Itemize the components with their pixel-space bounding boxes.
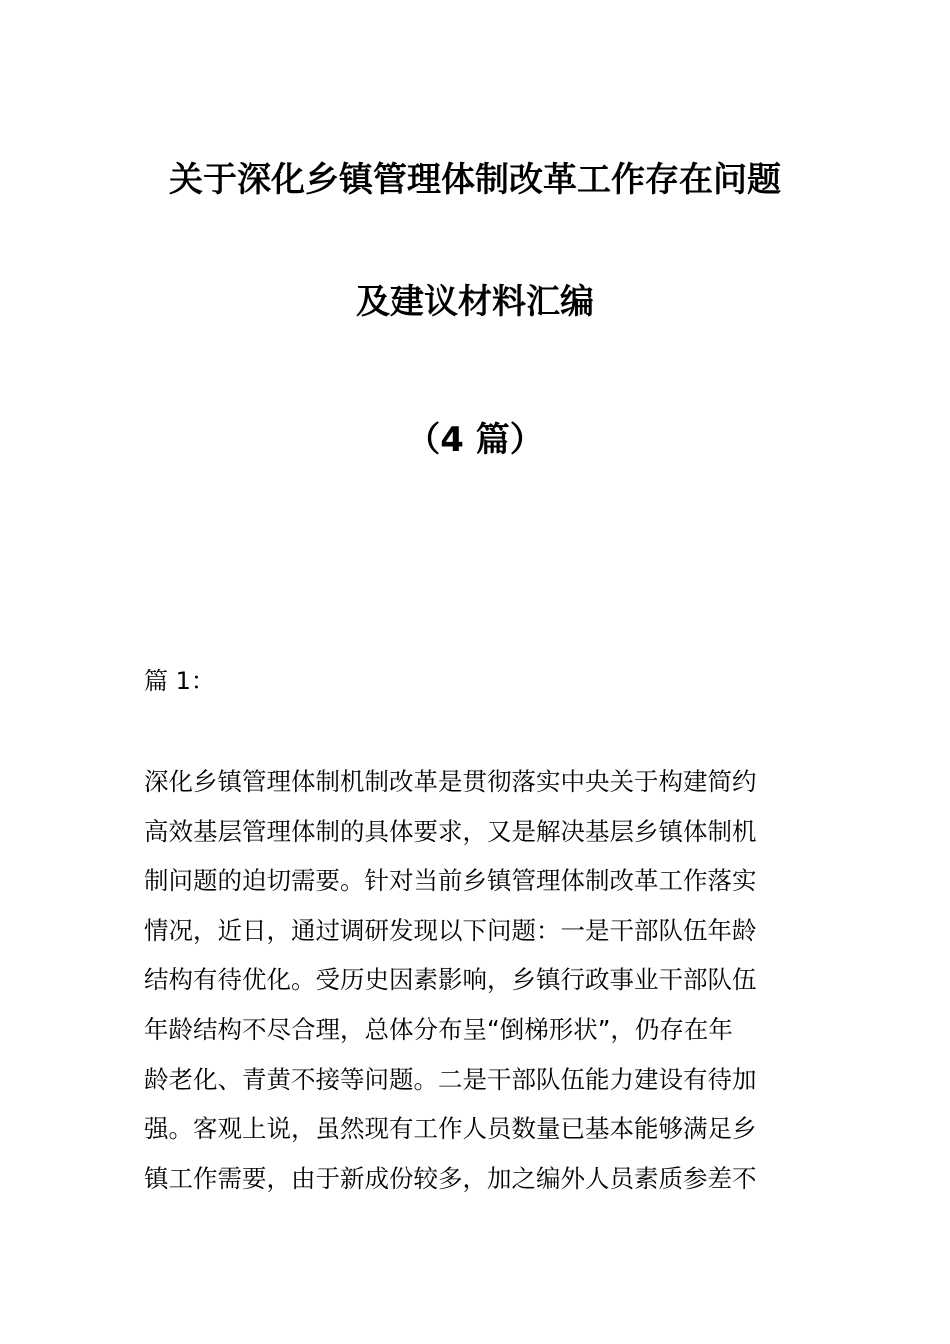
body-line-5: 结构有待优化。受历史因素影响，乡镇行政事业干部队伍 [144, 965, 757, 995]
body-line-2: 高效基层管理体制的具体要求，又是解决基层乡镇体制机 [144, 816, 757, 846]
body-line-1: 深化乡镇管理体制机制改革是贯彻落实中央关于构建简约 [144, 767, 757, 796]
body-line-4: 情况，近日，通过调研发现以下问题：一是干部队伍年龄 [144, 915, 757, 945]
section-label: 篇 1： [144, 667, 215, 695]
body-paragraph [144, 757, 806, 1203]
document-title-count: （4 篇） [406, 420, 544, 460]
body-line-3: 制问题的迫切需要。针对当前乡镇管理体制改革工作落实 [144, 866, 757, 896]
body-line-6: 年龄结构不尽合理，总体分布呈“倒梯形状”，仍存在年 [144, 1014, 733, 1044]
body-line-9: 镇工作需要，由于新成份较多，加之编外人员素质参差不 [144, 1163, 757, 1193]
document-title-line-2: 及建议材料汇编 [356, 282, 594, 322]
document-title-line-1: 关于深化乡镇管理体制改革工作存在问题 [169, 160, 781, 200]
body-line-7: 龄老化、青黄不接等问题。二是干部队伍能力建设有待加 [144, 1064, 757, 1094]
body-line-8: 强。客观上说，虽然现有工作人员数量已基本能够满足乡 [144, 1114, 757, 1144]
